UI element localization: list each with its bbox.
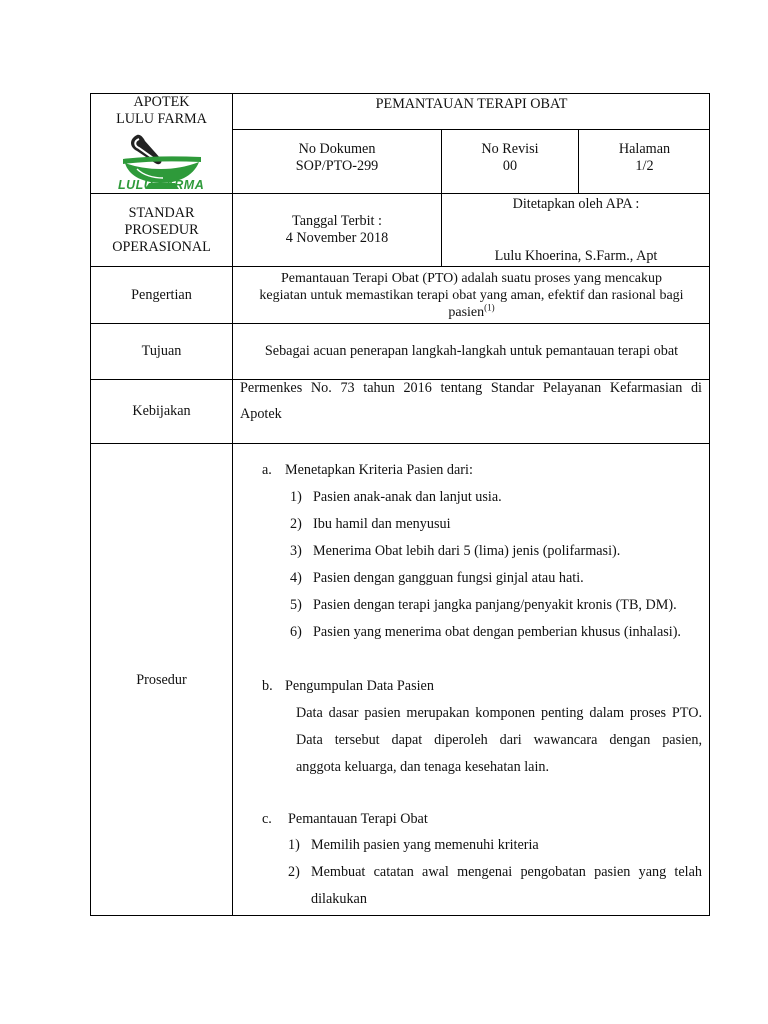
ditetapkan-name: Lulu Khoerina, S.Farm., Apt (494, 248, 658, 264)
list-item: Pasien yang menerima obat dengan pemberian khusus (inhalasi). (313, 624, 681, 640)
no-revisi-label: No Revisi (481, 141, 539, 157)
tanggal-label: Tanggal Terbit : (292, 213, 382, 229)
paragraph-line: Data tersebut dapat diperoleh dari wawancara dengan pasien, (296, 732, 702, 748)
no-dokumen-cell (233, 138, 441, 178)
logo-wordmark: LULU FARMA (118, 178, 205, 192)
list-item: Menerima Obat lebih dari 5 (lima) jenis (polifarmasi). (313, 543, 621, 559)
halaman-label: Halaman (618, 141, 671, 157)
list-item: Ibu hamil dan menyusui (313, 516, 451, 532)
sop-label-cell (91, 202, 232, 258)
list-item: Pasien dengan gangguan fungsi ginjal atau hati. (313, 570, 584, 586)
company-name (91, 94, 232, 128)
company-line: APOTEK (133, 94, 190, 110)
pengertian-line (448, 301, 495, 321)
tanggal-value: 4 November 2018 (285, 230, 389, 246)
company-line: LULU FARMA (116, 111, 207, 127)
sop-line: PROSEDUR (124, 221, 199, 238)
sop-line: STANDAR (128, 204, 195, 221)
tujuan-line: Sebagai acuan penerapan langkah-langkah untuk pemantauan terapi obat (264, 343, 679, 359)
section-label: Prosedur (136, 671, 187, 688)
tanggal-terbit-cell (233, 210, 441, 250)
no-dokumen-label: No Dokumen (298, 141, 376, 157)
list-number: 4) (290, 570, 302, 586)
list-number: 5) (290, 597, 302, 613)
halaman-value: 1/2 (635, 158, 654, 174)
section-label: Kebijakan (132, 403, 191, 419)
list-number: 6) (290, 624, 302, 640)
row-divider (232, 129, 710, 130)
list-number: 1) (290, 489, 302, 505)
document-title (233, 94, 710, 114)
pengertian-last: pasien (448, 304, 485, 320)
tujuan-text (233, 324, 710, 379)
subsection-title: Pemantauan Terapi Obat (288, 811, 428, 827)
pengertian-line: kegiatan untuk memastikan terapi obat yang aman, efektif dan rasional bagi (259, 287, 684, 303)
halaman-cell (579, 138, 710, 178)
section-label: Pengertian (131, 286, 192, 303)
subsection-title: Menetapkan Kriteria Pasien dari: (285, 462, 473, 478)
pengertian-text (233, 268, 710, 322)
list-number: 2) (288, 864, 300, 880)
pengertian-label (91, 267, 232, 323)
list-item-continuation: dilakukan (311, 891, 367, 907)
pengertian-line: Pemantauan Terapi Obat (PTO) adalah suatu proses yang mencakup (280, 270, 663, 286)
subsection-marker: c. (262, 811, 272, 827)
list-item: Pasien dengan terapi jangka panjang/penyakit kronis (TB, DM). (313, 597, 677, 613)
subsection-marker: a. (262, 462, 272, 478)
list-item: Memilih pasien yang memenuhi kriteria (311, 837, 539, 853)
sop-line: OPERASIONAL (112, 238, 211, 255)
prosedur-label (91, 444, 232, 916)
tujuan-label (91, 324, 232, 379)
list-item: Pasien anak-anak dan lanjut usia. (313, 489, 502, 505)
kebijakan-line: Apotek (240, 406, 282, 422)
list-number: 1) (288, 837, 300, 853)
section-label: Tujuan (141, 343, 182, 359)
no-revisi-value: 00 (502, 158, 518, 174)
list-number: 3) (290, 543, 302, 559)
no-dokumen-value: SOP/PTO-299 (295, 158, 379, 174)
kebijakan-line: Permenkes No. 73 tahun 2016 tentang Standar Pelayanan Kefarmasian di (240, 380, 702, 396)
reference-mark: (1) (484, 301, 495, 312)
list-number: 2) (290, 516, 302, 532)
kebijakan-label (91, 380, 232, 443)
no-revisi-cell (442, 138, 578, 178)
title-text: PEMANTAUAN TERAPI OBAT (375, 95, 568, 112)
subsection-marker: b. (262, 678, 273, 694)
paragraph-line: Data dasar pasien merupakan komponen penting dalam proses PTO. (296, 705, 702, 721)
paragraph-line: anggota keluarga, dan tenaga kesehatan lain. (296, 759, 550, 775)
list-item: Membuat catatan awal mengenai pengobatan pasien yang telah (311, 864, 702, 880)
ditetapkan-label: Ditetapkan oleh APA : (512, 196, 640, 212)
subsection-title: Pengumpulan Data Pasien (285, 678, 434, 694)
